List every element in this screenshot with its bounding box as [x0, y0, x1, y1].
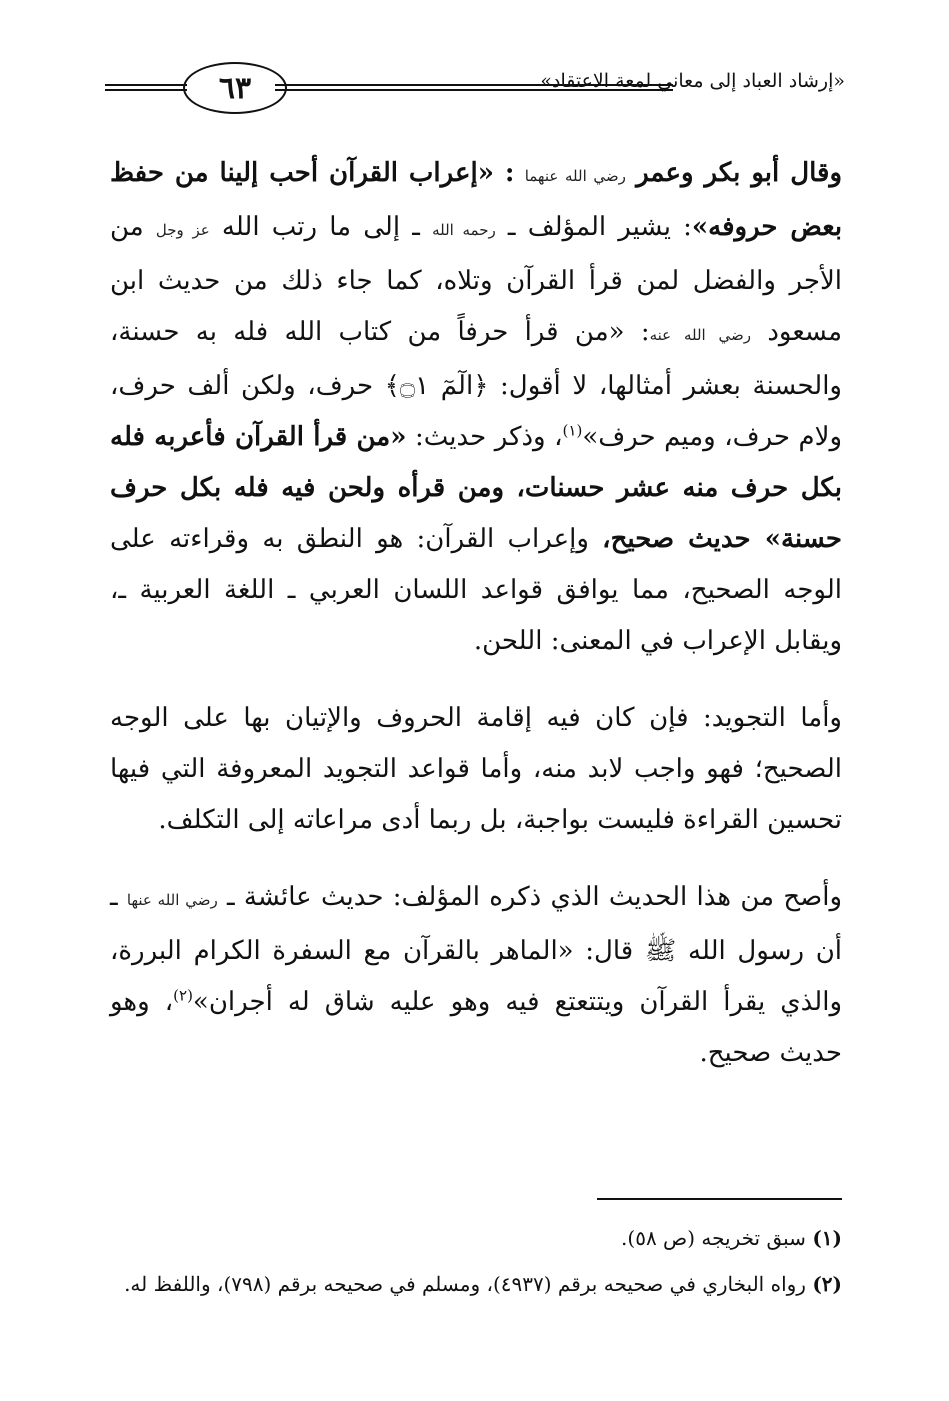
text-span: ، وهو حديث صحيح. — [110, 987, 842, 1068]
text-span: : يشير المؤلف ـ — [507, 212, 692, 242]
footnote-1 — [110, 1218, 842, 1258]
honorific: رضي الله عنها — [126, 891, 218, 909]
page-number: ٦٣ — [183, 62, 287, 114]
footnotes — [110, 1218, 842, 1310]
text-span: : «من قرأ حرفاً من كتاب الله فله به حسنة، والحسنة بعشر أمثالها، لا أقول: ﴿الٓمٓ ۝١﴾ حرف، ولكن ألف حرف، ولام حرف، وميم حرف» — [110, 317, 842, 452]
text-span: من الأجر والفضل لمن قرأ القرآن وتلاه، كما جاء ذلك من حديث ابن مسعود — [110, 212, 843, 347]
paragraph-3 — [110, 872, 842, 1079]
footnote-ref-2[interactable]: (٢) — [173, 986, 193, 1005]
text-span: ـ إلى ما رتب الله — [221, 212, 420, 242]
footnote-text: سبق تخريجه (ص ٥٨). — [621, 1226, 806, 1250]
header-rule-left — [105, 84, 187, 91]
paragraph-1 — [110, 148, 842, 667]
text-span: ـ أن رسول الله — [110, 882, 843, 966]
honorific: عز وجل — [155, 221, 210, 239]
footnote-text: رواه البخاري في صحيحه برقم (٤٩٣٧)، ومسلم في صحيحه برقم (٧٩٨)، واللفظ له. — [124, 1272, 806, 1296]
hadith-bold: «من قرأ القرآن فأعربه فله بكل حرف منه عشر حسنات، ومن قرأه ولحن فيه فله بكل حرف حسنة» حديث صحيح، — [110, 422, 842, 554]
quote-bold: : «إعراب القرآن أحب إلينا من حفظ بعض حروفه» — [110, 158, 843, 242]
honorific: رضي الله عنهما — [524, 167, 626, 185]
footnote-2 — [110, 1264, 842, 1304]
text-span: وأصح من هذا الحديث الذي ذكره المؤلف: حديث عائشة ـ — [226, 882, 843, 912]
footnote-divider — [597, 1198, 842, 1200]
text-span: قال: «الماهر بالقرآن مع السفرة الكرام البررة، والذي يقرأ القرآن ويتتعتع فيه وهو عليه شاق له أجران» — [110, 936, 843, 1017]
honorific: رحمه الله — [432, 221, 496, 239]
honorific: رضي الله عنه — [649, 326, 751, 344]
footnote-marker: (٢) — [812, 1272, 842, 1296]
page-header — [105, 58, 845, 118]
running-title: «إرشاد العباد إلى معاني لمعة الاعتقاد» — [540, 70, 845, 92]
text-span: وقال أبو بكر وعمر — [636, 158, 842, 188]
text-span: ، وذكر حديث: — [415, 422, 563, 452]
text-span: وإعراب القرآن: هو النطق به وقراءته على الوجه الصحيح، مما يوافق قواعد اللسان العربي ـ اللغة العربية ـ، ويقابل الإعراب في المعنى: اللحن. — [110, 524, 842, 656]
main-text — [110, 148, 842, 1079]
honorific: ﷺ — [644, 936, 677, 966]
footnote-marker: (١) — [812, 1226, 842, 1250]
footnote-ref-1[interactable]: (١) — [562, 421, 583, 440]
paragraph-2 — [110, 693, 842, 846]
text-span: وأما التجويد: فإن كان فيه إقامة الحروف والإتيان بها على الوجه الصحيح؛ فهو واجب لابد منه، وأما قواعد التجويد المعروفة التي فيها تحسين القراءة فليست بواجبة، بل ربما أدى مراعاته إلى التكلف. — [110, 703, 842, 835]
